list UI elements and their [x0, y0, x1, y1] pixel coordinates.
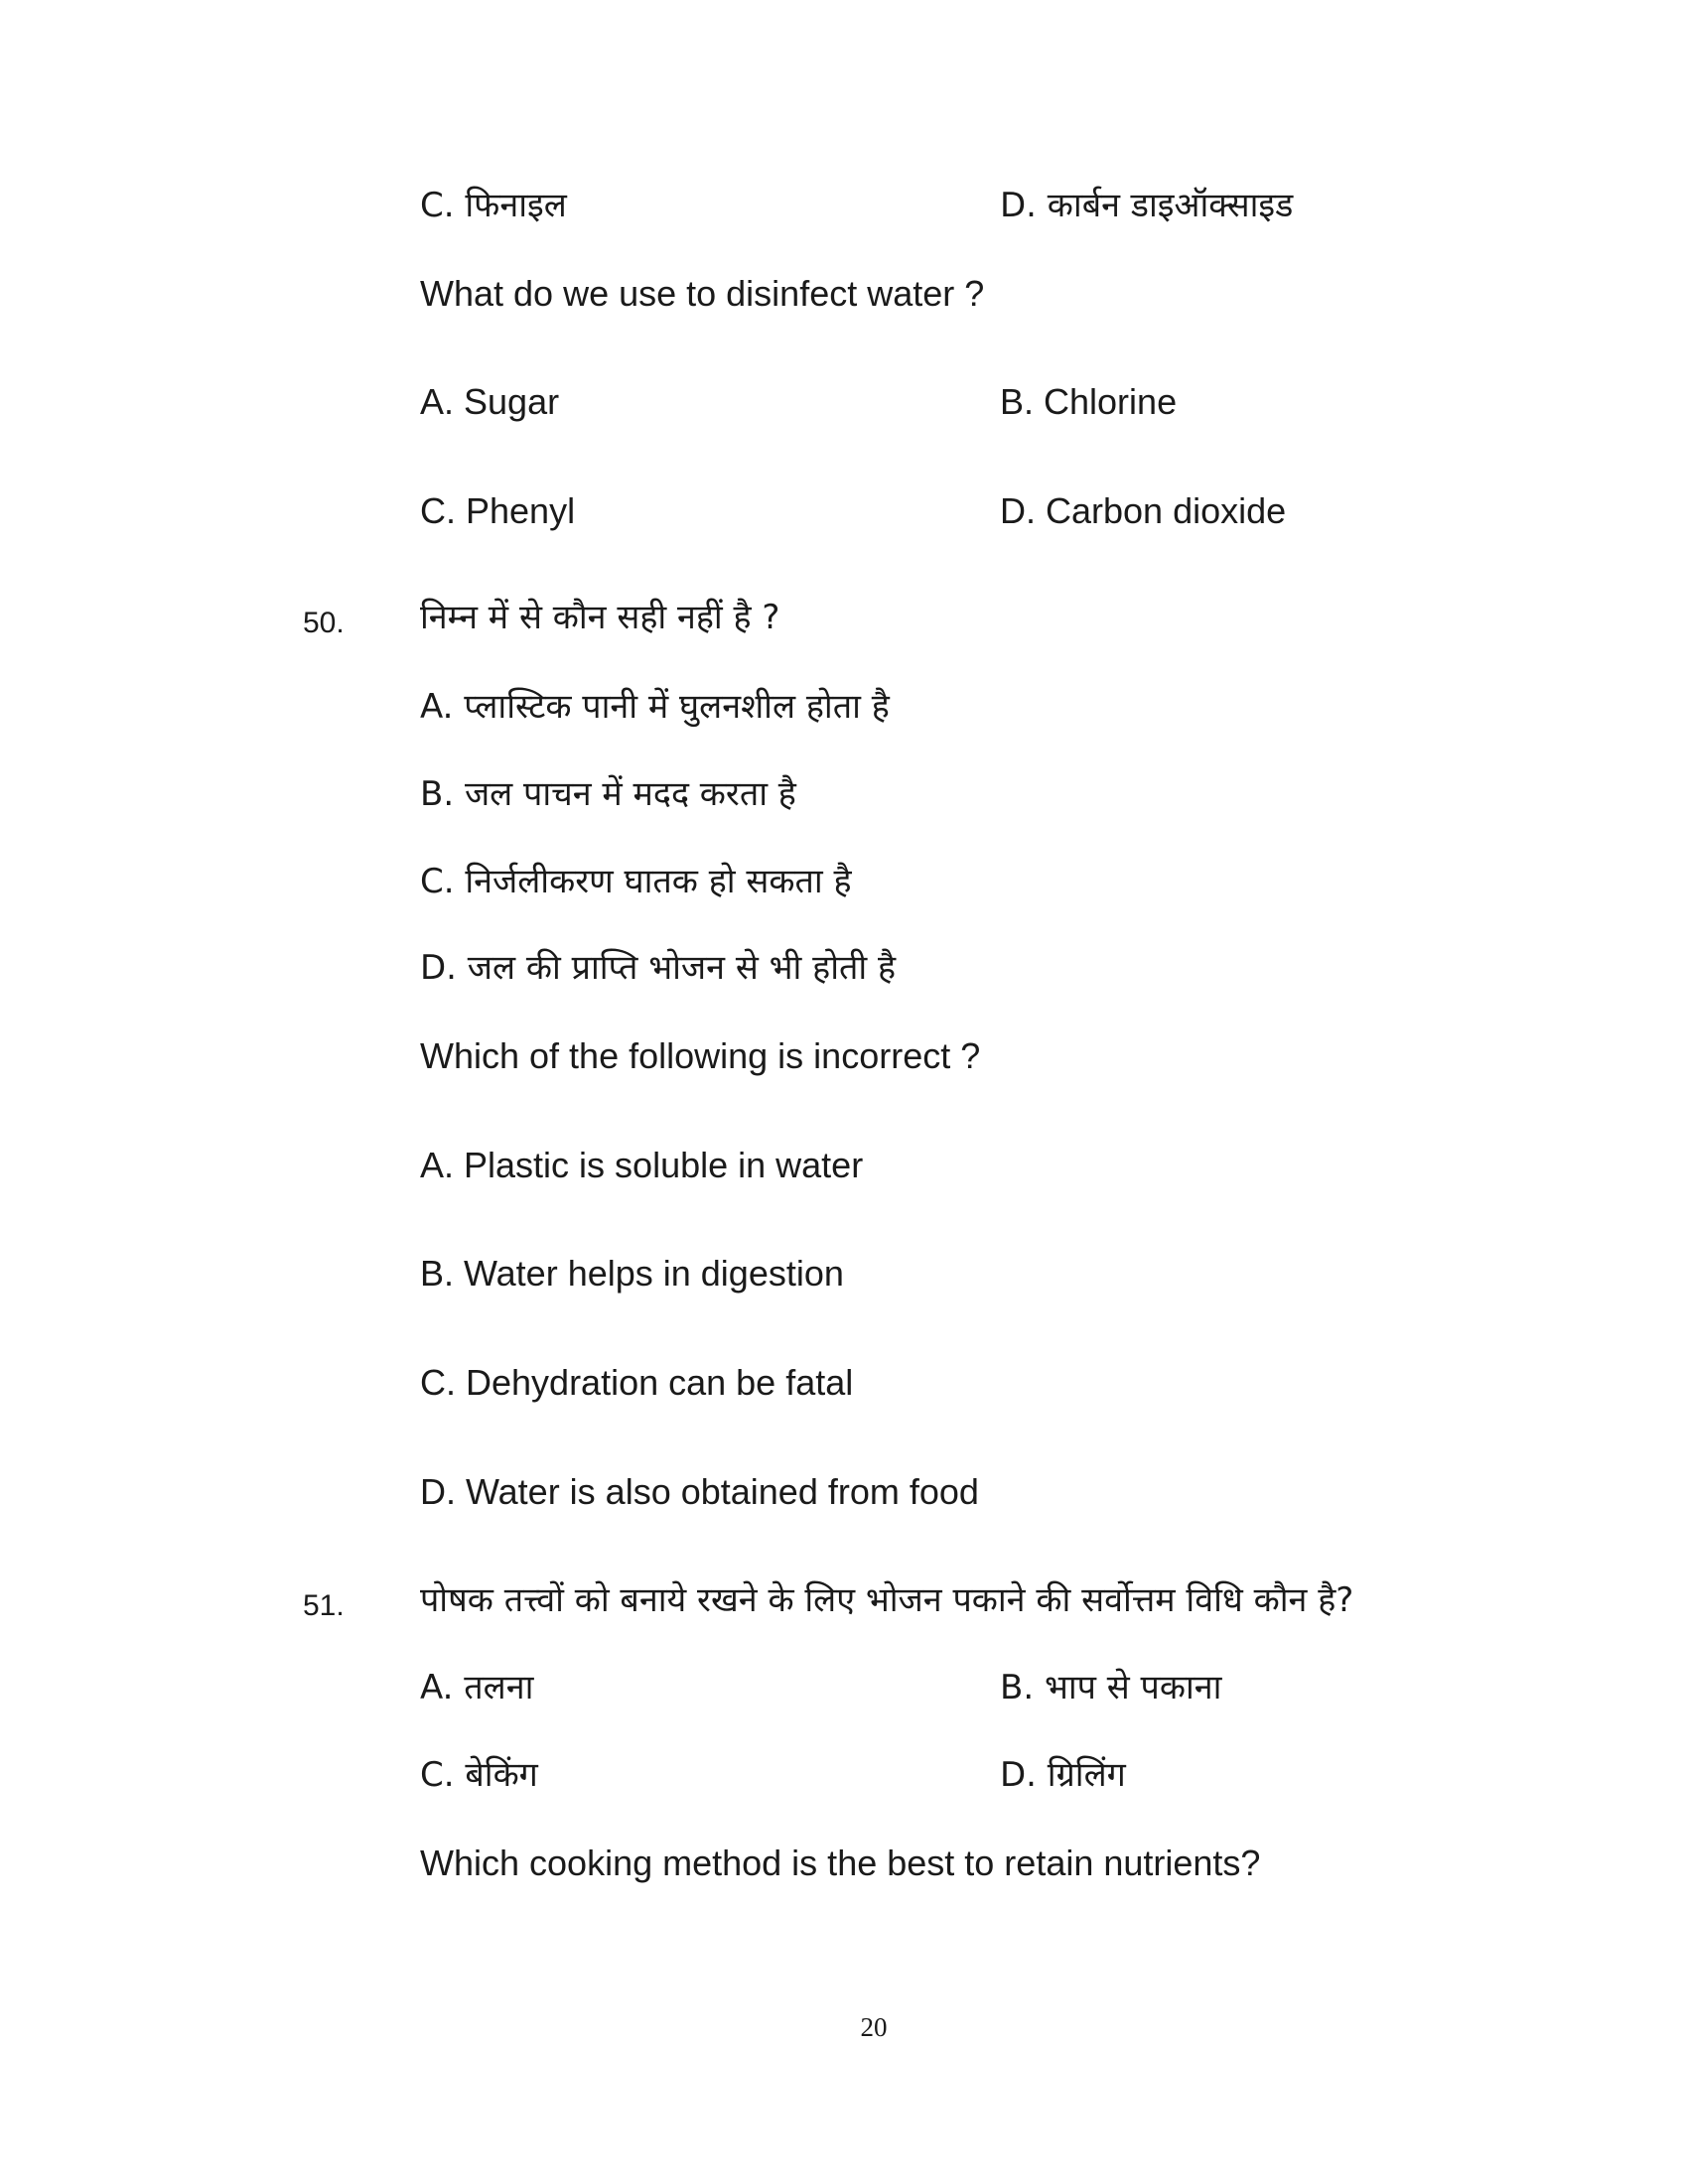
q49-option-c: C. Phenyl: [420, 490, 576, 531]
q50-english-question: Which of the following is incorrect ?: [420, 1035, 981, 1076]
q49-hindi-option-d: D. कार्बन डाइऑक्साइड: [1000, 186, 1294, 225]
q51-hindi-option-d: D. ग्रिलिंग: [1000, 1755, 1126, 1795]
q50-hindi-option-b: B. जल पाचन में मदद करता है: [420, 774, 796, 814]
q51-english-question: Which cooking method is the best to retain nutrients?: [420, 1843, 1261, 1883]
q50-hindi-option-d: D. जल की प्राप्ति भोजन से भी होती है: [420, 948, 897, 988]
q51-hindi-option-a: A. तलना: [420, 1668, 534, 1707]
q50-hindi-question: निम्न में से कौन सही नहीं है ?: [420, 598, 780, 637]
q49-hindi-option-c: C. फिनाइल: [420, 186, 567, 225]
q51-number: 51.: [303, 1589, 345, 1622]
q50-option-d: D. Water is also obtained from food: [420, 1471, 979, 1512]
q49-option-b: B. Chlorine: [1000, 381, 1178, 422]
page-number: 20: [860, 2012, 888, 2042]
q49-option-a: A. Sugar: [420, 381, 560, 422]
q51-hindi-question: पोषक तत्त्वों को बनाये रखने के लिए भोजन पकाने की सर्वोत्तम विधि कौन है?: [420, 1580, 1354, 1620]
q50-option-a: A. Plastic is soluble in water: [420, 1145, 864, 1185]
q51-hindi-option-b: B. भाप से पकाना: [1000, 1668, 1222, 1707]
q50-hindi-option-a: A. प्लास्टिक पानी में घुलनशील होता है: [420, 687, 890, 727]
q50-hindi-option-c: C. निर्जलीकरण घातक हो सकता है: [420, 862, 852, 901]
q50-option-b: B. Water helps in digestion: [420, 1253, 844, 1294]
q49-english-question: What do we use to disinfect water ?: [420, 273, 985, 314]
q50-option-c: C. Dehydration can be fatal: [420, 1362, 854, 1403]
q50-number: 50.: [303, 607, 345, 639]
q49-option-d: D. Carbon dioxide: [1000, 490, 1287, 531]
q51-hindi-option-c: C. बेकिंग: [420, 1755, 538, 1795]
